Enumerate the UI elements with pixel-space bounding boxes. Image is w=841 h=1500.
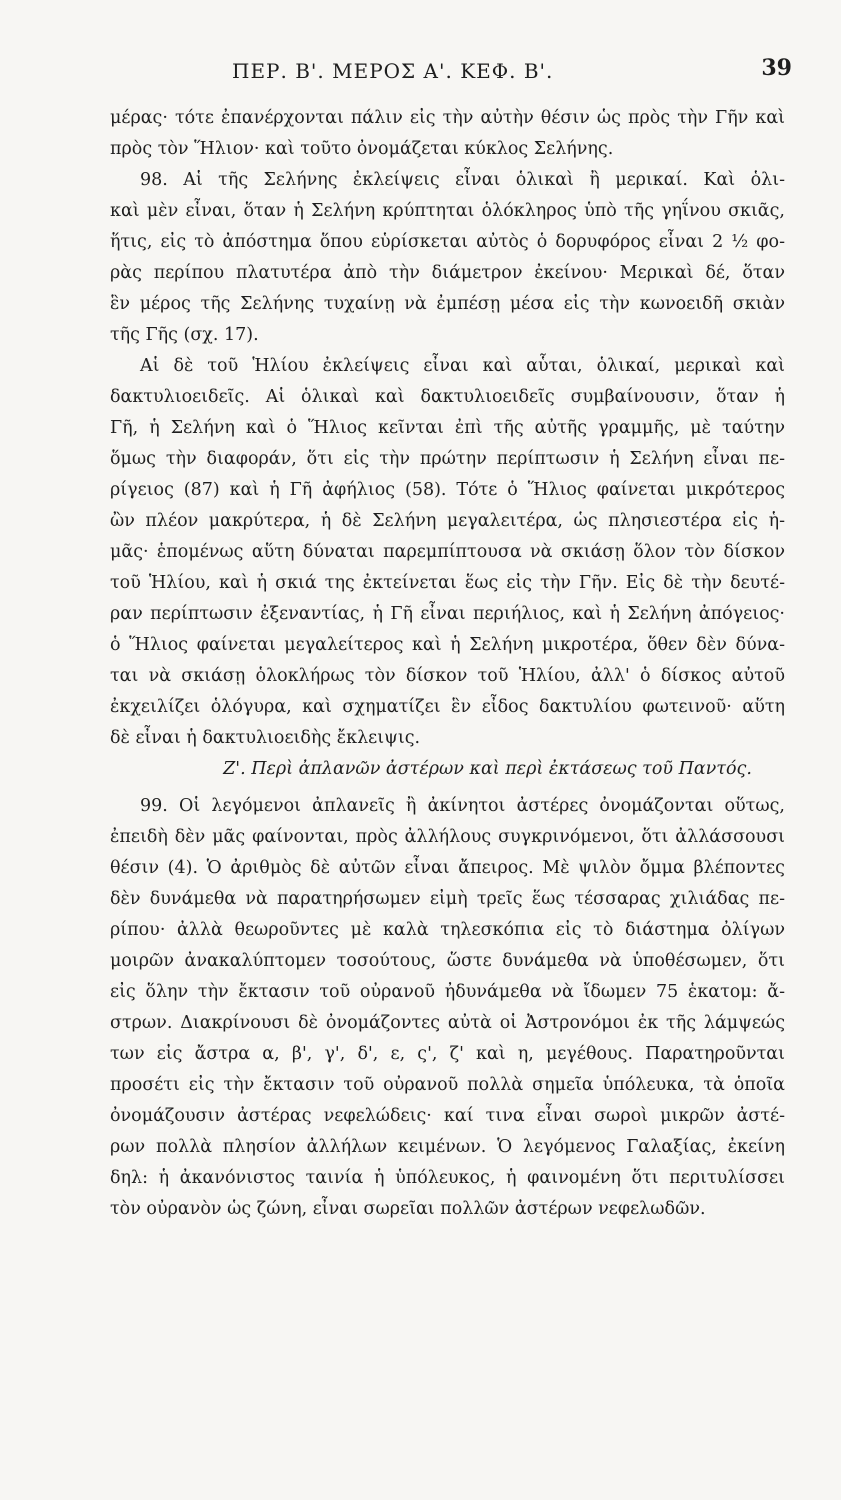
text-line: ὀνομάζουσιν ἀστέρας νεφελώδεις· καί τινα εἶναι σωροὶ μικρῶν ἀστέ- <box>110 1106 785 1126</box>
text-line: τῆς Γῆς (σχ. 17). <box>110 325 259 345</box>
text-line: ραν περίπτωσιν ἐξεναντίας, ἡ Γῆ εἶναι περιήλιος, καὶ ἡ Σελήνη ἀπόγειος· <box>110 604 785 624</box>
text-line: θέσιν (4). Ὁ ἀριθμὸς δὲ αὐτῶν εἶναι ἄπειρος. Μὲ ψιλὸν ὄμμα βλέποντες <box>110 858 785 878</box>
text-line: ρὰς περίπου πλατυτέρα ἀπὸ τὴν διάμετρον ἐκείνου· Μερικαὶ δέ, ὅταν <box>110 263 785 283</box>
text-line: ὢν πλέον μακρύτερα, ἡ δὲ Σελήνη μεγαλειτέρα, ὡς πλησιεστέρα εἰς ἡ- <box>110 511 785 531</box>
text-line: δὲ εἶναι ἡ δακτυλιοειδὴς ἔκλειψις. <box>110 728 421 748</box>
text-line: ρίπου· ἀλλὰ θεωροῦντες μὲ καλὰ τηλεσκόπια εἰς τὸ διάστημα ὀλίγων <box>110 920 785 940</box>
text-line: ἐκχειλίζει ὁλόγυρα, καὶ σχηματίζει ἓν εἶδος δακτυλίου φωτεινοῦ· αὕτη <box>110 697 785 717</box>
page-number: 39 <box>761 55 792 81</box>
page-header <box>110 55 810 95</box>
text-line: πρὸς τὸν Ἥλιον· καὶ τοῦτο ὀνομάζεται κύκλος Σελήνης. <box>110 139 614 159</box>
text-line: μέρας· τότε ἐπανέρχονται πάλιν εἰς τὴν αὐτὴν θέσιν ὡς πρὸς τὴν Γῆν καὶ <box>110 108 785 128</box>
text-line: Γῆ, ἡ Σελήνη καὶ ὁ Ἥλιος κεῖνται ἐπὶ τῆς αὐτῆς γραμμῆς, μὲ ταύτην <box>110 418 785 438</box>
text-line: δὲν δυνάμεθα νὰ παρατηρήσωμεν εἰμὴ τρεῖς ἕως τέσσαρας χιλιάδας πε- <box>110 889 785 909</box>
text-line: ται νὰ σκιάσῃ ὁλοκλήρως τὸν δίσκον τοῦ Ἡλίου, ἀλλ' ὁ δίσκος αὐτοῦ <box>110 666 785 686</box>
text-line: ἥτις, εἰς τὸ ἀπόστημα ὅπου εὑρίσκεται αὐτὸς ὁ δορυφόρος εἶναι 2 ½ φο- <box>110 232 785 252</box>
running-head: ΠΕΡ. Β'. ΜΕΡΟΣ Α'. ΚΕΦ. Β'. <box>232 59 554 83</box>
text-line: καὶ μὲν εἶναι, ὅταν ἡ Σελήνη κρύπτηται ὁλόκληρος ὑπὸ τῆς γηΐνου σκιᾶς, <box>110 201 785 221</box>
text-line: δακτυλιοειδεῖς. Αἱ ὁλικαὶ καὶ δακτυλιοειδεῖς συμβαίνουσιν, ὅταν ἡ <box>110 387 785 407</box>
text-line: τὸν οὐρανὸν ὡς ζώνη, εἶναι σωρεῖαι πολλῶν ἀστέρων νεφελωδῶν. <box>110 1199 706 1219</box>
text-line: ἐπειδὴ δὲν μᾶς φαίνονται, πρὸς ἀλλήλους συγκρινόμενοι, ὅτι ἀλλάσσουσι <box>110 827 785 847</box>
text-line: ρων πολλὰ πλησίον ἀλλήλων κειμένων. Ὁ λεγόμενος Γαλαξίας, ἐκείνη <box>110 1137 785 1157</box>
text-line: ὅμως τὴν διαφοράν, ὅτι εἰς τὴν πρώτην περίπτωσιν ἡ Σελήνη εἶναι πε- <box>110 449 785 469</box>
text-line: στρων. Διακρίνουσι δὲ ὀνομάζοντες αὐτὰ οἱ Ἀστρονόμοι ἐκ τῆς λάμψεώς <box>110 1013 785 1033</box>
paragraph-98-start: 98. Αἱ τῆς Σελήνης ἐκλείψεις εἶναι ὁλικαὶ ἢ μερικαί. Καὶ ὁλι- <box>140 170 785 190</box>
text-line: δηλ: ἡ ἀκανόνιστος ταινία ἡ ὑπόλευκος, ἡ φαινομένη ὅτι περιτυλίσσει <box>110 1168 785 1188</box>
text-line: ρίγειος (87) καὶ ἡ Γῆ ἀφήλιος (58). Τότε ὁ Ἥλιος φαίνεται μικρότερος <box>110 480 785 500</box>
text-line: ἓν μέρος τῆς Σελήνης τυχαίνῃ νὰ ἐμπέσῃ μέσα εἰς τὴν κωνοειδῆ σκιὰν <box>110 294 785 314</box>
text-line: των εἰς ἄστρα α, β', γ', δ', ε, ς', ζ' καὶ η, μεγέθους. Παρατηροῦνται <box>110 1044 785 1064</box>
text-line: προσέτι εἰς τὴν ἔκτασιν τοῦ οὐρανοῦ πολλὰ σημεῖα ὑπόλευκα, τὰ ὁποῖα <box>110 1075 785 1095</box>
text-line: τοῦ Ἡλίου, καὶ ἡ σκιά της ἐκτείνεται ἕως εἰς τὴν Γῆν. Εἰς δὲ τὴν δευτέ- <box>110 573 785 593</box>
text-line: εἰς ὅλην τὴν ἔκτασιν τοῦ οὐρανοῦ ἠδυνάμεθα νὰ ἴδωμεν 75 ἑκατομ: ἄ- <box>110 982 785 1002</box>
text-line: ὁ Ἥλιος φαίνεται μεγαλείτερος καὶ ἡ Σελήνη μικροτέρα, ὅθεν δὲν δύνα- <box>110 635 785 655</box>
paragraph-solar-eclipses-start: Αἱ δὲ τοῦ Ἡλίου ἐκλείψεις εἶναι καὶ αὗται, ὁλικαί, μερικαὶ καὶ <box>140 356 785 376</box>
page-body <box>110 103 785 1225</box>
section-heading: Ζ'. Περὶ ἀπλανῶν ἀστέρων καὶ περὶ ἐκτάσεως τοῦ Παντός. <box>223 759 752 779</box>
paragraph-99-start: 99. Οἱ λεγόμενοι ἀπλανεῖς ἢ ἀκίνητοι ἀστέρες ὀνομάζονται οὕτως, <box>140 796 785 816</box>
text-line: μᾶς· ἑπομένως αὕτη δύναται παρεμπίπτουσα νὰ σκιάσῃ ὅλον τὸν δίσκον <box>110 542 785 562</box>
text-line: μοιρῶν ἀνακαλύπτομεν τοσούτους, ὥστε δυνάμεθα νὰ ὑποθέσωμεν, ὅτι <box>110 951 785 971</box>
